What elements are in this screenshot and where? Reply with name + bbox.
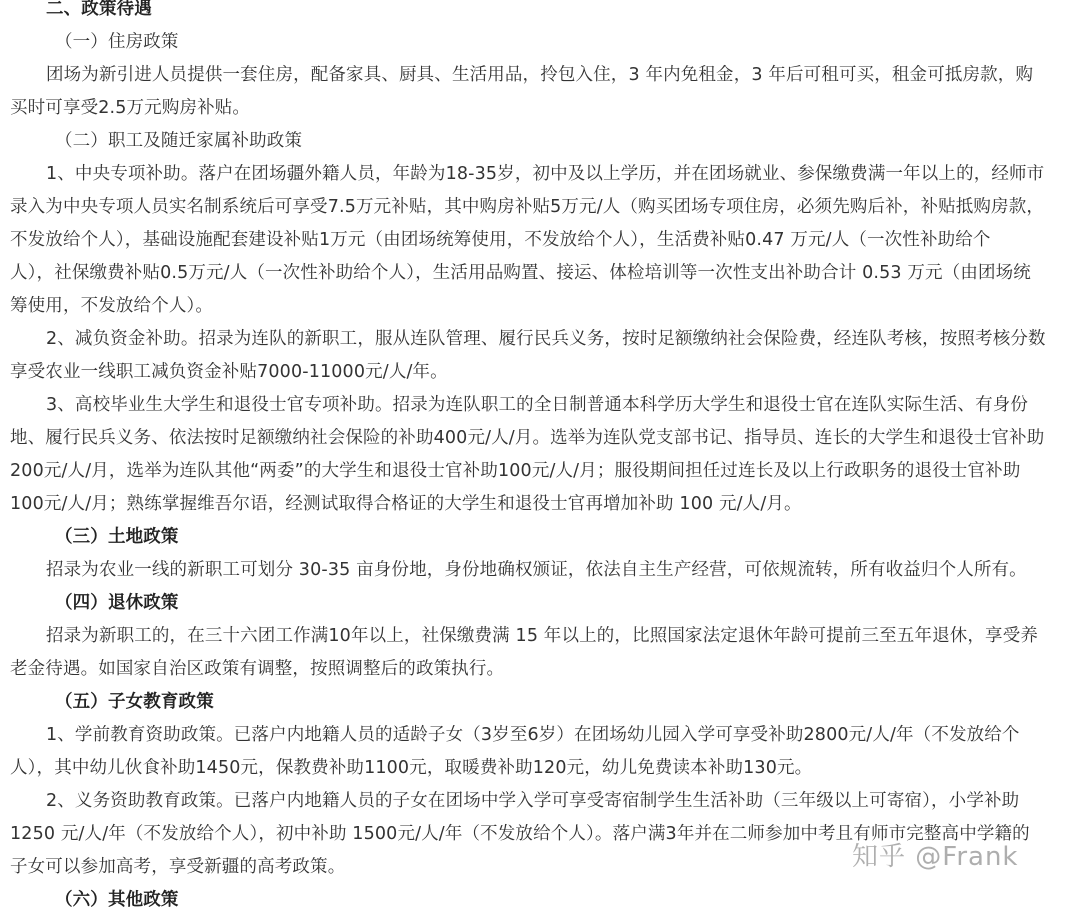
section-heading: 二、政策待遇 [46,0,152,19]
paragraph-line: 2、义务资助教育政策。已落户内地籍人员的子女在团场中学入学可享受寄宿制学生生活补助（三年级以上可寄宿），小学补助 [46,791,1020,811]
paragraph-line: 不发放给个人），基础设施配套建设补贴1万元（由团场统筹使用，不发放给个人），生活费补贴0.47 万元/人（一次性补助给个 [10,230,991,250]
paragraph-line: 3、高校毕业生大学生和退役士官专项补助。招录为连队职工的全日制普通本科学历大学生和退役士官在连队实际生活、有身份 [46,395,1029,415]
paragraph-line: 招录为农业一线的新职工可划分 30-35 亩身份地，身份地确权颁证，依法自主生产经营，可依规流转，所有收益归个人所有。 [46,560,1027,580]
subsection-heading: （三）土地政策 [55,527,179,547]
paragraph-line: 2、减负资金补助。招录为连队的新职工，服从连队管理、履行民兵义务，按时足额缴纳社会保险费，经连队考核，按照考核分数 [46,329,1046,349]
paragraph-line: 1、学前教育资助政策。已落户内地籍人员的适龄子女（3岁至6岁）在团场幼儿园入学可享受补助2800元/人/年（不发放给个 [46,725,1020,745]
subsection-heading: （一）住房政策 [55,32,179,52]
subsection-heading: （五）子女教育政策 [55,692,214,712]
subsection-heading: （二）职工及随迁家属补助政策 [55,131,303,151]
paragraph-line: 录入为中央专项人员实名制系统后可享受7.5万元补贴，其中购房补贴5万元/人（购买团场专项住房，必须先购后补，补贴抵购房款， [10,197,1045,217]
paragraph-line: 老金待遇。如国家自治区政策有调整，按照调整后的政策执行。 [10,659,505,679]
zhihu-watermark: 知乎 @Frank [852,842,1019,872]
paragraph-line: 享受农业一线职工减负资金补贴7000-11000元/人/年。 [10,362,448,382]
paragraph-line: 1、中央专项补助。落户在团场疆外籍人员，年龄为18-35岁，初中及以上学历，并在团场就业、参保缴费满一年以上的，经师市 [46,164,1045,184]
paragraph-line: 买时可享受2.5万元购房补贴。 [10,98,251,118]
paragraph-line: 人），社保缴费补贴0.5万元/人（一次性补助给个人），生活用品购置、接运、体检培训等一次性支出补助合计 0.53 万元（由团场统 [10,263,1031,283]
paragraph-line: 团场为新引进人员提供一套住房，配备家具、厨具、生活用品，拎包入住，3 年内免租金，3 年后可租可买，租金可抵房款，购 [46,65,1034,85]
subsection-heading: （四）退休政策 [55,593,179,613]
paragraph-line: 1250 元/人/年（不发放给个人），初中补助 1500元/人/年（不发放给个人）。落户满3年并在二师参加中考且有师市完整高中学籍的 [10,824,1030,844]
paragraph-line: 筹使用，不发放给个人）。 [10,296,214,316]
policy-document [10,0,1050,917]
paragraph-line: 100元/人/月；熟练掌握维吾尔语，经测试取得合格证的大学生和退役士官再增加补助 100 元/人/月。 [10,494,802,514]
paragraph-line: 招录为新职工的，在三十六团工作满10年以上，社保缴费满 15 年以上的，比照国家法定退休年龄可提前三至五年退休，享受养 [46,626,1039,646]
paragraph-line: 200元/人/月，选举为连队其他“两委”的大学生和退役士官补助100元/人/月；服役期间担任过连长及以上行政职务的退役士官补助 [10,461,1021,481]
paragraph-line: 人），其中幼儿伙食补助1450元，保教费补助1100元，取暖费补助120元，幼儿免费读本补助130元。 [10,758,813,778]
paragraph-line: 子女可以参加高考，享受新疆的高考政策。 [10,857,346,877]
subsection-heading: （六）其他政策 [55,890,179,910]
paragraph-line: 地、履行民兵义务、依法按时足额缴纳社会保险的补助400元/人/月。选举为连队党支部书记、指导员、连长的大学生和退役士官补助 [10,428,1045,448]
